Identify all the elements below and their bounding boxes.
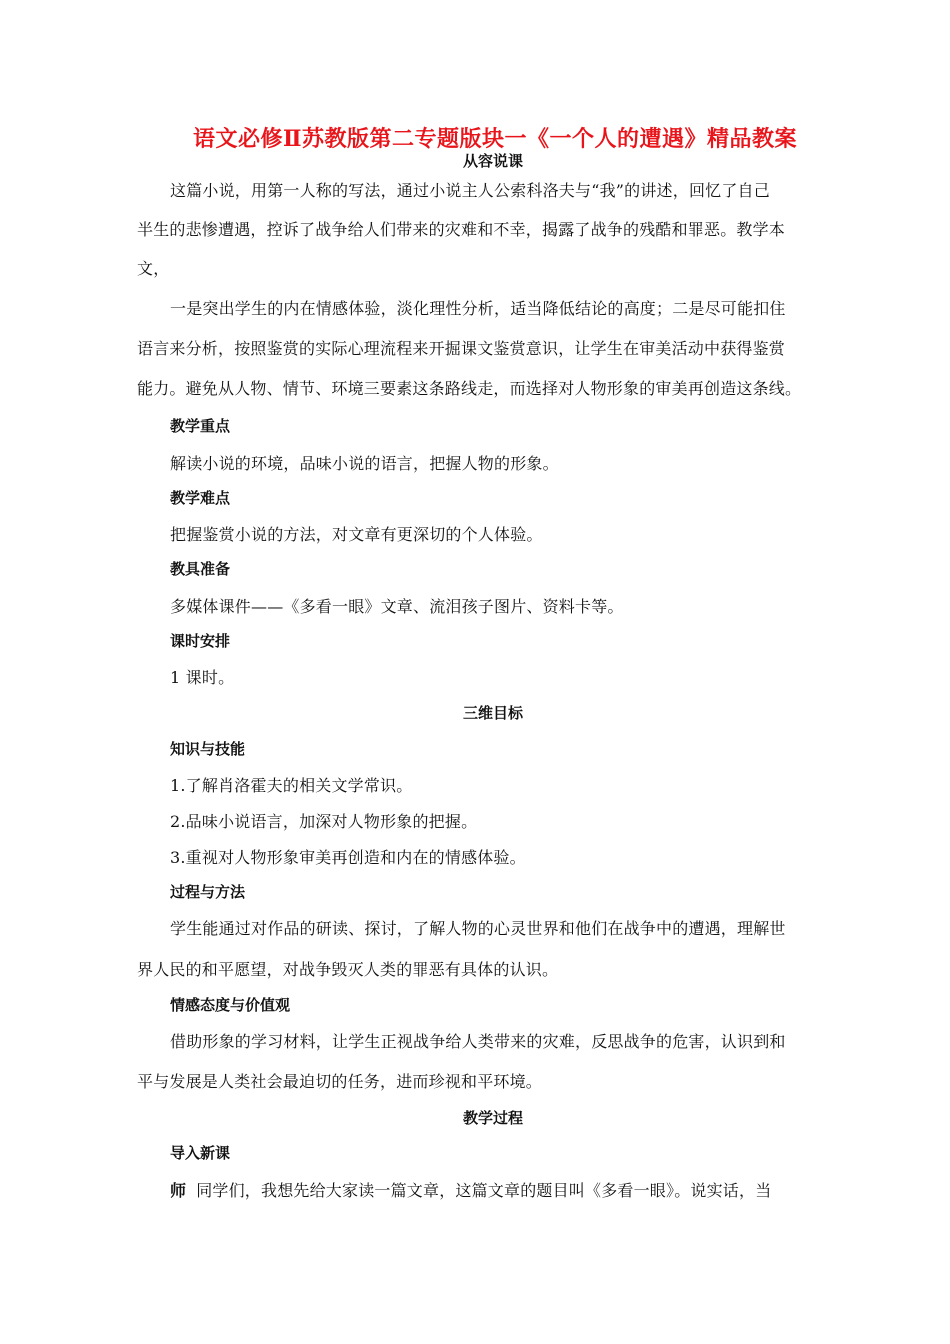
emotion-line-1: 借助形象的学习材料，让学生正视战争给人类带来的灾难，反思战争的危害，认识到和 xyxy=(170,1032,786,1051)
speaker-label: 师 xyxy=(170,1181,187,1200)
materials-text: 多媒体课件——《多看一眼》文章、流泪孩子图片、资料卡等。 xyxy=(170,597,624,616)
intro-lesson-line xyxy=(170,1178,771,1201)
process-heading: 教学过程 xyxy=(462,1109,523,1127)
materials-heading: 教具准备 xyxy=(170,560,231,578)
intro-p2-line-3: 能力。避免从人物、情节、环境三要素这条路线走，而选择对人物形象的审美再创造这条线。 xyxy=(137,379,802,398)
goals-heading: 三维目标 xyxy=(462,704,523,722)
process-method-heading: 过程与方法 xyxy=(170,883,246,901)
difficulties-heading: 教学难点 xyxy=(170,489,231,507)
intro-p2-line-2: 语言来分析，按照鉴赏的实际心理流程来开掘课文鉴赏意识，让学生在审美活动中获得鉴赏 xyxy=(137,339,786,358)
document-title: 语文必修Ⅱ苏教版第二专题版块一《一个人的遭遇》精品教案 xyxy=(192,126,798,152)
schedule-text: 1 课时。 xyxy=(170,668,235,687)
knowledge-item-1: 1.了解肖洛霍夫的相关文学常识。 xyxy=(170,776,413,795)
key-points-heading: 教学重点 xyxy=(170,417,231,435)
emotion-line-2: 平与发展是人类社会最迫切的任务，进而珍视和平环境。 xyxy=(137,1072,543,1091)
intro-p1-line-2: 半生的悲惨遭遇，控诉了战争给人们带来的灾难和不幸，揭露了战争的残酷和罪恶。教学本 xyxy=(137,220,786,239)
emotion-heading: 情感态度与价值观 xyxy=(170,996,291,1014)
intro-p1-line-1: 这篇小说，用第一人称的写法，通过小说主人公索科洛夫与“我”的讲述，回忆了自己 xyxy=(170,181,770,200)
process-method-line-2: 界人民的和平愿望，对战争毁灭人类的罪恶有具体的认识。 xyxy=(137,960,559,979)
knowledge-heading: 知识与技能 xyxy=(170,740,246,758)
intro-p1-line-3: 文， xyxy=(137,259,170,278)
intro-lesson-text: 同学们，我想先给大家读一篇文章，这篇文章的题目叫《多看一眼》。说实话，当 xyxy=(196,1181,772,1200)
schedule-heading: 课时安排 xyxy=(170,632,231,650)
difficulties-text: 把握鉴赏小说的方法，对文章有更深切的个人体验。 xyxy=(170,525,543,544)
knowledge-item-2: 2.品味小说语言，加深对人物形象的把握。 xyxy=(170,812,478,831)
intro-p2-line-1: 一是突出学生的内在情感体验，淡化理性分析，适当降低结论的高度；二是尽可能扣住 xyxy=(170,299,786,318)
intro-heading: 从容说课 xyxy=(462,152,523,170)
key-points-text: 解读小说的环境，品味小说的语言，把握人物的形象。 xyxy=(170,454,559,473)
intro-lesson-heading: 导入新课 xyxy=(170,1144,231,1162)
process-method-line-1: 学生能通过对作品的研读、探讨，了解人物的心灵世界和他们在战争中的遭遇，理解世 xyxy=(170,919,786,938)
knowledge-item-3: 3.重视对人物形象审美再创造和内在的情感体验。 xyxy=(170,848,526,867)
